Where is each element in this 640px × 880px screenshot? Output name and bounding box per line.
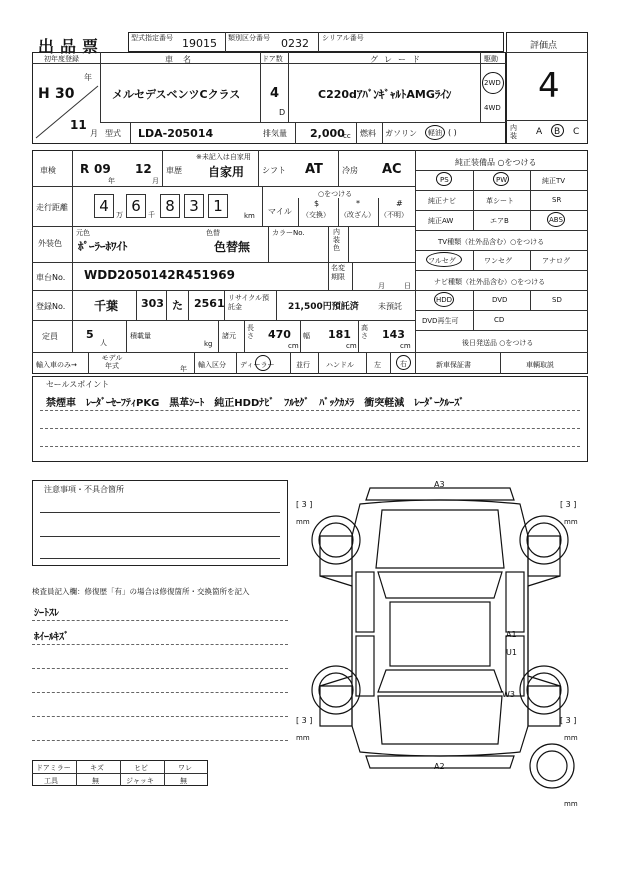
- mileage-digit-1: 4: [94, 194, 114, 218]
- capacity-label: 定員: [42, 332, 58, 341]
- width-unit: cm: [346, 342, 357, 350]
- car-name-value: メルセデスベンツCクラス: [112, 88, 241, 101]
- color-value: ﾎﾟｰﾗｰﾎﾜｲﾄ: [78, 240, 128, 253]
- serial-label: シリアル番号: [322, 34, 364, 42]
- tread-spare-unit: mm: [564, 800, 578, 808]
- first-reg-era: H: [38, 86, 50, 102]
- mileage-label: 走行距離: [36, 203, 68, 212]
- width-value: 181: [328, 328, 351, 341]
- mileage-digit-5: 1: [208, 194, 228, 218]
- sales-text: 禁煙車 ﾚｰﾀﾞｰｾｰﾌﾃｨPKG 黒革ｼｰﾄ 純正HDDﾅﾋﾞ ﾌﾙｾｸﾞ ﾊﾞｯｸｶﾒﾗ 衝突軽減 ﾚｰﾀﾞｰｸﾙｰｽﾞ: [46, 398, 465, 409]
- vin-value: WDD2050142R451969: [84, 268, 235, 282]
- usage-value: 自家用: [208, 165, 245, 179]
- tread-fr-unit: mm: [564, 518, 578, 526]
- length-label: 長さ: [247, 324, 254, 340]
- legend-header-1: ドアミラー: [36, 764, 71, 772]
- mileage-unit-sen: 千: [148, 211, 155, 219]
- model-year-unit: 年: [180, 365, 187, 373]
- fuel-label: 燃料: [360, 129, 376, 138]
- tv-type-title: TV種類（社外品含む）○をつける: [438, 238, 545, 246]
- handle-label: ハンドル: [326, 361, 354, 369]
- model-year-label: モデル年式: [101, 354, 123, 370]
- legend-header-2: キズ: [90, 764, 104, 772]
- mileage-unknown-symbol: #: [396, 199, 403, 208]
- title-month: 月: [378, 282, 385, 290]
- mileage-tamper: （改ざん）: [340, 211, 375, 219]
- interior-c: C: [573, 127, 580, 137]
- capacity-value: 5: [86, 328, 94, 341]
- reg-kana: た: [172, 299, 183, 312]
- inspection-year-unit: 年: [108, 177, 115, 185]
- first-reg-label: 初年度登録: [44, 55, 79, 63]
- mileage-exchange: （交換）: [302, 211, 330, 219]
- load-unit: kg: [204, 340, 213, 348]
- model-value: LDA-205014: [138, 127, 214, 140]
- drive-2wd: 2WD: [484, 79, 501, 87]
- doors-value: 4: [270, 86, 280, 101]
- handle-left: 左: [374, 361, 381, 369]
- length-value: 470: [268, 328, 291, 341]
- equip-tv: 純正TV: [542, 177, 566, 185]
- mileage-exchange-symbol: $: [314, 199, 320, 208]
- recycle-unpaid: 未預託: [378, 302, 402, 311]
- mark-a2: A2: [434, 762, 445, 771]
- category-label: 類別区分番号: [228, 34, 270, 42]
- tv-fullseg: フルセグ: [428, 257, 456, 265]
- doors-label: ドア数: [262, 55, 283, 63]
- mark-a1: A1: [506, 630, 517, 639]
- mark-u1: U1: [506, 648, 517, 657]
- rating-label: 評価点: [530, 41, 558, 51]
- form-title: 出品票: [38, 37, 105, 56]
- rating-value: 4: [538, 66, 560, 106]
- tread-rl: [ 3 ]: [296, 716, 313, 725]
- equip-navi: 純正ナビ: [428, 197, 456, 205]
- color-original-label: 元色: [76, 229, 90, 237]
- docs-title: 後日発送品 ○をつける: [462, 339, 534, 347]
- length-unit: cm: [288, 342, 299, 350]
- height-value: 143: [382, 328, 405, 341]
- color-no-label: カラーNo.: [272, 229, 305, 237]
- sales-box: [32, 376, 588, 462]
- inspection-month: 12: [135, 162, 152, 176]
- mileage-unknown: （不明）: [380, 211, 408, 219]
- fuel-light: 軽油: [428, 129, 442, 137]
- import-type-value: ディーラー: [240, 361, 275, 369]
- mark-a3: A3: [434, 480, 445, 489]
- navi-type-title: ナビ種類（社外品含む）○をつける: [434, 278, 546, 286]
- first-reg-year: 30: [55, 86, 75, 102]
- navi-cd: CD: [494, 316, 505, 324]
- mileage-circle-note: ○をつける: [318, 190, 353, 198]
- mileage-unit-km: km: [244, 212, 255, 220]
- grade-label: グレード: [370, 55, 426, 64]
- inspector-label: 検査員記入欄：修復歴「有」の場合は修復箇所・交換箇所を記入: [32, 587, 250, 596]
- ac-label: 冷房: [342, 166, 358, 175]
- equip-pw: PW: [496, 176, 508, 184]
- model-spec-label: 型式指定番号: [131, 34, 173, 42]
- tread-fl: [ 3 ]: [296, 500, 313, 509]
- mileage-digit-2: 6: [126, 194, 146, 218]
- vin-label: 車台No.: [36, 273, 66, 282]
- first-reg-month: 11: [70, 118, 87, 132]
- equip-ps: PS: [440, 176, 449, 184]
- usage-label: 車歴: [166, 166, 182, 175]
- interior-a: A: [536, 127, 543, 137]
- recycle-value: 21,500円預託済: [288, 302, 359, 312]
- interior-label: 内装: [510, 124, 517, 140]
- interior-color-label: 内装色: [333, 228, 340, 252]
- tv-oneseg: ワンセグ: [484, 257, 512, 265]
- legend-row-1: 工具: [44, 777, 58, 785]
- equip-airbag: エアB: [490, 217, 509, 225]
- fuel-value: ガソリン: [385, 129, 417, 138]
- tv-analog: アナログ: [542, 257, 570, 265]
- reg-place: 千葉: [94, 299, 119, 313]
- tread-fl-unit: mm: [296, 518, 310, 526]
- handle-right: 右: [400, 360, 407, 368]
- width-label: 幅: [303, 332, 310, 340]
- import-label: 輸入車のみ→: [36, 361, 77, 369]
- car-name-label: 車名: [165, 55, 201, 64]
- legend-row-2: 無: [92, 777, 99, 785]
- title-day: 日: [404, 282, 411, 290]
- legend-row-4: 無: [180, 777, 187, 785]
- fuel-paren: ( ): [448, 128, 457, 137]
- navi-sd: SD: [552, 296, 562, 304]
- equipment-title: 純正装備品 ○をつける: [455, 158, 537, 167]
- reg-number: 2561: [194, 297, 225, 310]
- inspection-month-unit: 月: [152, 177, 159, 185]
- parallel-label: 並行: [296, 361, 310, 369]
- note-entry-2: ﾎｲｰﾙｷｽﾞ: [34, 632, 69, 643]
- mark-w3: W3: [502, 690, 515, 699]
- doors-sub: D: [279, 108, 286, 117]
- category-value: 0232: [281, 37, 309, 50]
- legend-header-3: ヒビ: [134, 764, 148, 772]
- inspection-era: R: [80, 162, 90, 176]
- displacement-label: 排気量: [263, 129, 287, 138]
- legend-row-3: ジャッキ: [126, 777, 154, 785]
- model-label: 型式: [105, 129, 121, 138]
- reg-label: 登録No.: [36, 302, 66, 311]
- mileage-digit-3: 8: [160, 194, 180, 218]
- interior-b: B: [554, 127, 561, 137]
- model-spec-value: 19015: [182, 37, 217, 50]
- shift-label: シフト: [262, 166, 286, 175]
- docs-manual: 車輌取説: [526, 361, 554, 369]
- capacity-unit: 人: [100, 339, 107, 347]
- import-type-label: 輸入区分: [198, 361, 226, 369]
- tread-rr-unit: mm: [564, 734, 578, 742]
- height-label: 高さ: [361, 324, 368, 340]
- equip-aw: 純正AW: [428, 217, 454, 225]
- color-label: 外装色: [38, 239, 62, 248]
- mileage-tamper-symbol: *: [356, 199, 360, 208]
- displacement-unit: cc: [343, 132, 351, 140]
- tread-rl-unit: mm: [296, 734, 310, 742]
- tread-rr: [ 3 ]: [560, 716, 577, 725]
- equip-abs: ABS: [549, 216, 563, 224]
- grade-value: C220dｱﾊﾞﾝｷﾞｬﾙﾄAMGﾗｲﾝ: [318, 88, 452, 101]
- shift-value: AT: [305, 162, 323, 177]
- mileage-digit-4: 3: [184, 194, 204, 218]
- title-change-label: 名変期限: [331, 264, 345, 281]
- notes-label: 注意事項・不具合箇所: [44, 485, 124, 494]
- load-label: 積載量: [130, 332, 151, 340]
- first-reg-month-unit: 月: [90, 129, 98, 138]
- navi-dvd-play: DVD再生可: [422, 317, 459, 325]
- usage-note: ※未記入は自家用: [196, 153, 251, 161]
- drive-label: 駆動: [484, 55, 498, 63]
- legend-header-4: ワレ: [178, 764, 192, 772]
- displacement-value: 2,000: [310, 127, 345, 140]
- docs-warranty: 新車保証書: [436, 361, 471, 369]
- first-reg-year-unit: 年: [84, 73, 92, 82]
- dims-label: 諸元: [222, 332, 236, 340]
- navi-dvd: DVD: [492, 296, 508, 304]
- height-unit: cm: [400, 342, 411, 350]
- recycle-label: リサイクル預託金: [228, 294, 270, 311]
- note-entry-1: ｼｰﾄｽﾚ: [34, 608, 59, 619]
- equip-sr: SR: [552, 196, 562, 204]
- mileage-unit-man: 万: [116, 211, 123, 219]
- inspection-year: 09: [94, 162, 111, 176]
- inspection-label: 車検: [40, 166, 56, 175]
- ac-value: AC: [382, 162, 402, 177]
- navi-hdd: HDD: [436, 296, 453, 304]
- equip-leather: 革シート: [486, 197, 514, 205]
- color-change-label: 色替: [206, 229, 220, 237]
- drive-4wd: 4WD: [484, 104, 501, 112]
- tread-fr: [ 3 ]: [560, 500, 577, 509]
- color-change-value: 色替無: [214, 240, 251, 254]
- mileage-type-label: マイル: [268, 207, 292, 216]
- reg-class: 303: [141, 297, 164, 310]
- sales-label: セールスポイント: [46, 380, 110, 389]
